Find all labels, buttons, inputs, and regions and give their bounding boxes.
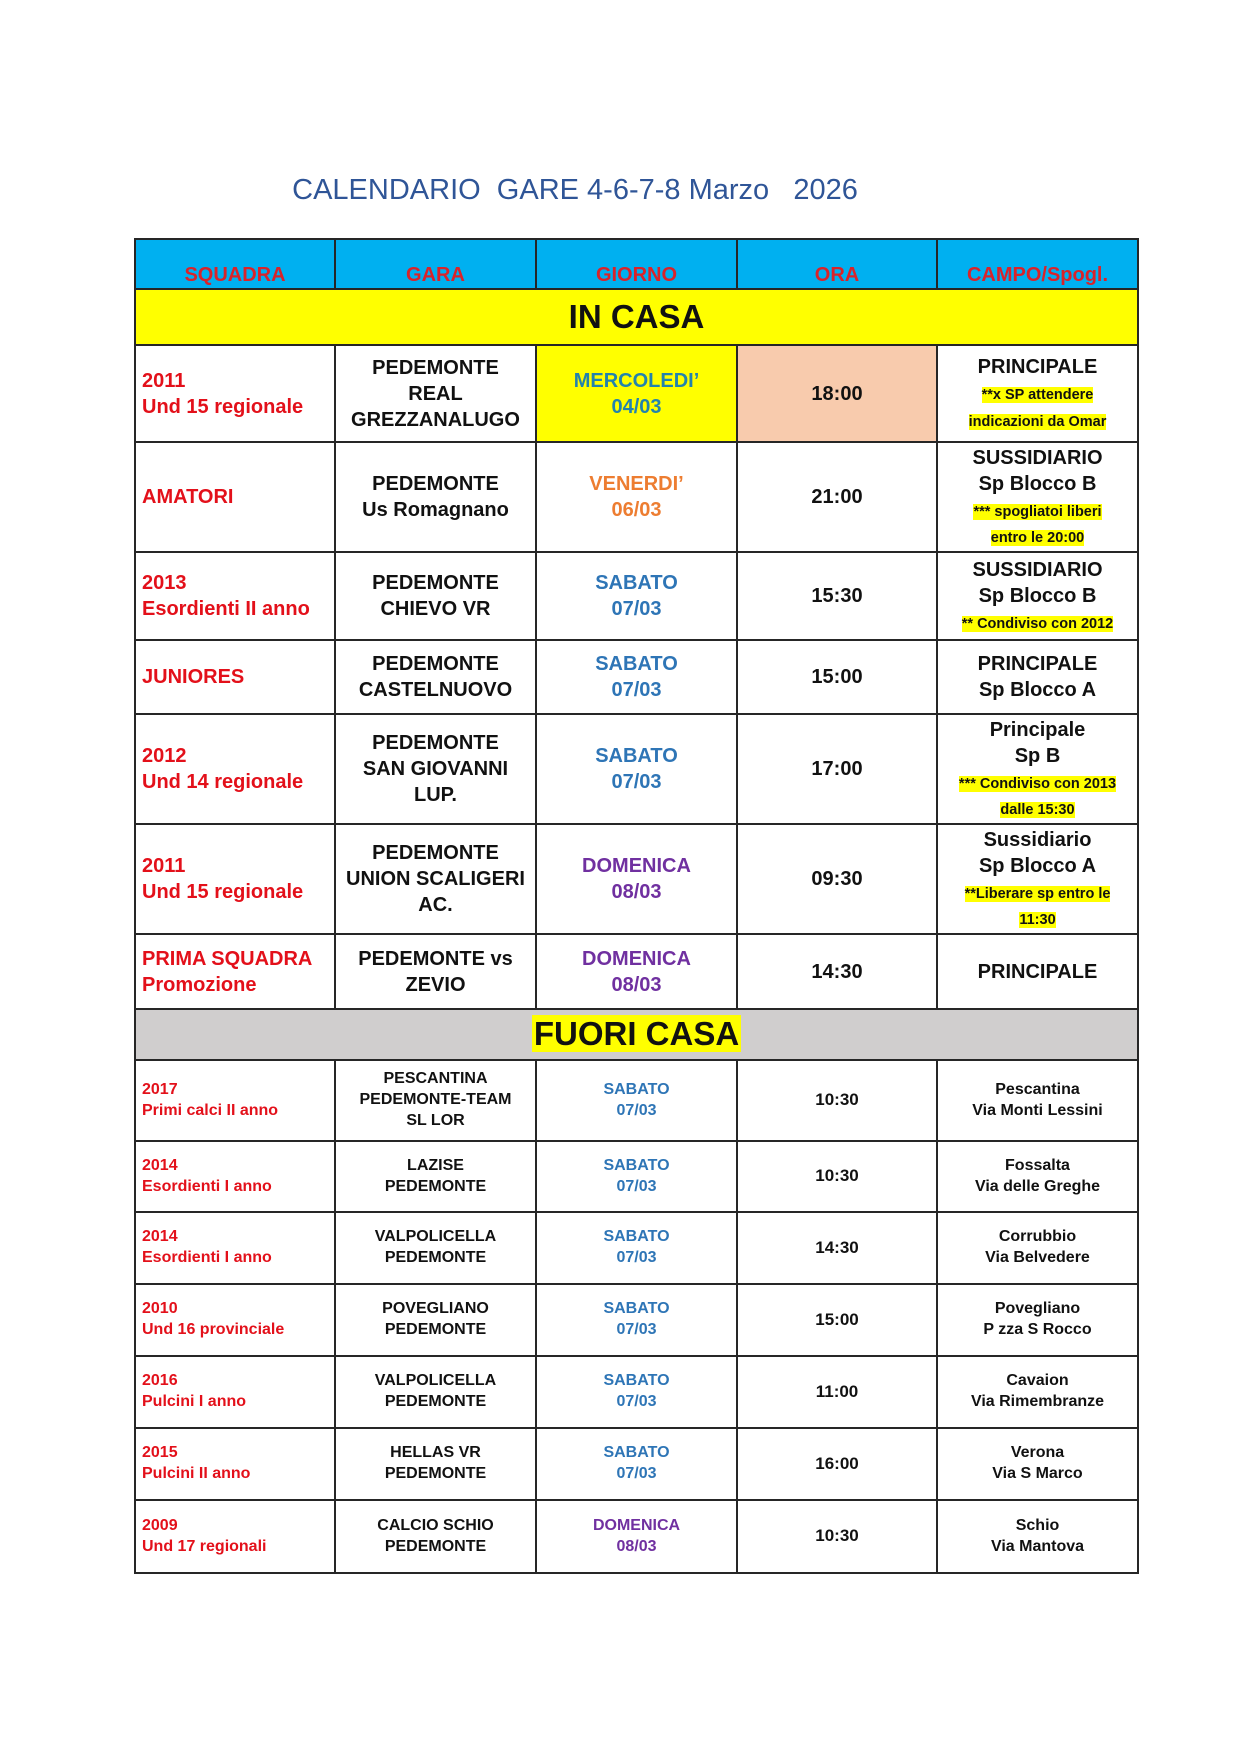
match-cell [335, 824, 536, 934]
day-cell [536, 1356, 737, 1428]
time-cell: 17:00 [737, 714, 937, 824]
field-name: Cavaion [1006, 1372, 1069, 1390]
table-row [135, 552, 1138, 640]
field-name: Sp B [1014, 744, 1061, 767]
team-name: 2016 [142, 1372, 178, 1390]
match-date: 04/03 [611, 395, 662, 418]
day-name: SABATO [603, 1300, 670, 1318]
match-date: 07/03 [616, 1465, 657, 1482]
field-note [944, 380, 1131, 432]
match-name: CALCIO SCHIO [377, 1516, 494, 1534]
page-title: CALENDARIO GARE 4-6-7-8 Marzo 2026 [292, 174, 858, 206]
time-cell: 10:30 [737, 1500, 937, 1573]
match-name: POVEGLIANO [382, 1300, 489, 1318]
team-name: Pulcini II anno [142, 1465, 251, 1482]
match-date: 06/03 [611, 499, 662, 521]
match-name: PEDEMONTE [384, 1321, 487, 1338]
match-name: PEDEMONTE [372, 732, 499, 754]
day-cell [536, 1212, 737, 1284]
match-name: CHIEVO VR [380, 598, 491, 620]
field-name: PRINCIPALE [977, 653, 1098, 675]
day-name: SABATO [603, 1080, 670, 1098]
match-date: 08/03 [611, 973, 662, 996]
match-name: PEDEMONTE [372, 653, 499, 675]
field-cell [937, 345, 1138, 442]
section-away-cell [135, 1009, 1138, 1060]
match-name: PEDEMONTE [384, 1465, 487, 1482]
field-name: PRINCIPALE [977, 356, 1098, 379]
team-name: Primi calci II anno [142, 1101, 279, 1119]
field-cell [937, 714, 1138, 824]
match-date: 07/03 [611, 598, 662, 620]
day-name: SABATO [595, 572, 678, 594]
field-cell [937, 1141, 1138, 1212]
day-name: SABATO [603, 1156, 670, 1174]
team-name: Und 15 regionale [142, 881, 304, 903]
field-name: PRINCIPALE [977, 960, 1098, 983]
time-cell: 16:00 [737, 1428, 937, 1500]
match-date: 07/03 [611, 679, 662, 701]
table-row [135, 345, 1138, 442]
team-cell [135, 1428, 335, 1500]
field-cell [937, 640, 1138, 714]
match-name: GREZZANALUGO [351, 408, 520, 431]
note-line: *** Condiviso con 2013 [958, 775, 1117, 792]
day-cell [536, 442, 737, 552]
team-cell [135, 1060, 335, 1141]
field-note [944, 769, 1131, 821]
team-cell [135, 345, 335, 442]
match-cell [335, 345, 536, 442]
team-cell [135, 1356, 335, 1428]
note-line: indicazioni da Omar [968, 413, 1107, 430]
team-name: Und 16 provinciale [142, 1321, 285, 1338]
field-name: Via Belvedere [985, 1249, 1090, 1266]
day-name: SABATO [595, 745, 678, 767]
field-name: Fossalta [1005, 1156, 1070, 1174]
field-note [944, 609, 1131, 635]
section-home-label: IN CASA [135, 289, 1138, 345]
field-cell [937, 1212, 1138, 1284]
field-name: Corrubbio [998, 1228, 1077, 1246]
team-name: 2014 [142, 1228, 178, 1246]
column-header-campo: CAMPO/Spogl. [937, 239, 1138, 289]
team-name: JUNIORES [142, 666, 245, 688]
team-name: 2014 [142, 1156, 178, 1174]
team-name: AMATORI [142, 486, 234, 508]
note-line: **x SP attendere [981, 387, 1094, 404]
table-row [135, 1500, 1138, 1573]
time-cell: 10:30 [737, 1060, 937, 1141]
match-name: PEDEMONTE-TEAM [359, 1091, 512, 1109]
day-cell [536, 1284, 737, 1356]
match-name: HELLAS VR [390, 1444, 481, 1462]
note-line: 11:30 [1019, 912, 1056, 928]
team-cell [135, 442, 335, 552]
day-name: SABATO [603, 1444, 670, 1462]
team-name: 2017 [142, 1080, 178, 1098]
team-name: Promozione [142, 973, 257, 996]
match-date: 08/03 [616, 1537, 657, 1555]
field-name: SUSSIDIARIO [972, 446, 1103, 469]
team-name: 2009 [142, 1516, 178, 1534]
match-date: 07/03 [616, 1177, 657, 1195]
team-name: 2011 [142, 855, 186, 877]
field-name: Principale [989, 718, 1086, 741]
match-name: PEDEMONTE [384, 1393, 487, 1410]
day-name: SABATO [603, 1228, 670, 1246]
match-name: PEDEMONTE [384, 1537, 487, 1555]
day-cell [536, 1060, 737, 1141]
day-name: MERCOLEDI’ [573, 369, 700, 392]
field-note [944, 879, 1131, 931]
table-row [135, 934, 1138, 1009]
field-name: P zza S Rocco [983, 1321, 1092, 1338]
field-cell [937, 552, 1138, 640]
field-name: Via Mantova [990, 1537, 1085, 1555]
team-name: 2015 [142, 1444, 178, 1462]
table-row [135, 442, 1138, 552]
field-cell [937, 1284, 1138, 1356]
match-name: LUP. [414, 784, 457, 806]
team-cell [135, 552, 335, 640]
day-cell [536, 1500, 737, 1573]
day-cell [536, 1428, 737, 1500]
match-cell [335, 714, 536, 824]
time-cell: 11:00 [737, 1356, 937, 1428]
schedule-table [134, 238, 1139, 1574]
team-cell [135, 934, 335, 1009]
match-date: 07/03 [611, 771, 662, 793]
team-cell [135, 1212, 335, 1284]
time-cell: 21:00 [737, 442, 937, 552]
day-name: VENERDI’ [589, 473, 684, 495]
match-date: 07/03 [616, 1101, 657, 1119]
field-name: Sp Blocco A [978, 679, 1097, 701]
field-name: Pescantina [995, 1080, 1080, 1098]
table-row [135, 714, 1138, 824]
field-name: SUSSIDIARIO [972, 558, 1103, 581]
field-note [944, 497, 1131, 549]
match-name: PEDEMONTE [372, 356, 499, 379]
time-cell: 14:30 [737, 934, 937, 1009]
match-cell [335, 1060, 536, 1141]
day-name: SABATO [603, 1372, 670, 1390]
match-cell [335, 640, 536, 714]
day-cell [536, 714, 737, 824]
match-name: PEDEMONTE [372, 473, 499, 495]
match-name: CASTELNUOVO [358, 679, 513, 701]
team-name: Esordienti I anno [142, 1249, 272, 1266]
field-name: Via delle Greghe [974, 1177, 1101, 1195]
field-name: Povegliano [994, 1300, 1081, 1318]
match-name: Us Romagnano [362, 499, 509, 521]
match-name: VALPOLICELLA [374, 1372, 497, 1390]
team-name: Und 15 regionale [142, 395, 304, 418]
day-cell [536, 824, 737, 934]
note-line: entro le 20:00 [990, 530, 1085, 546]
table-row [135, 1060, 1138, 1141]
field-cell [937, 1356, 1138, 1428]
section-away [135, 1009, 1138, 1060]
team-name: Pulcini I anno [142, 1393, 247, 1410]
team-cell [135, 640, 335, 714]
field-name: Sp Blocco A [978, 854, 1097, 877]
match-cell [335, 442, 536, 552]
day-cell [536, 552, 737, 640]
column-header-giorno: GIORNO [536, 239, 737, 289]
match-name: SL LOR [406, 1111, 465, 1129]
note-line: **Liberare sp entro le [964, 885, 1111, 902]
match-date: 07/03 [616, 1249, 657, 1266]
team-name: 2011 [142, 369, 186, 392]
table-row [135, 1356, 1138, 1428]
note-line: dalle 15:30 [1000, 802, 1075, 818]
match-name: LAZISE [407, 1156, 464, 1174]
match-date: 07/03 [616, 1393, 657, 1410]
table-row [135, 1428, 1138, 1500]
field-cell [937, 1500, 1138, 1573]
time-cell: 18:00 [737, 345, 937, 442]
match-name: PEDEMONTE [372, 842, 499, 864]
team-name: 2012 [142, 745, 187, 767]
team-name: 2010 [142, 1300, 178, 1318]
column-header-gara: GARA [335, 239, 536, 289]
section-away-label: FUORI CASA [533, 1015, 740, 1053]
table-row [135, 1284, 1138, 1356]
match-cell [335, 1284, 536, 1356]
time-cell: 15:30 [737, 552, 937, 640]
field-name: Via Rimembranze [970, 1393, 1105, 1410]
team-cell [135, 714, 335, 824]
field-cell [937, 824, 1138, 934]
match-name: PEDEMONTE vs [358, 947, 513, 970]
team-name: Esordienti II anno [142, 598, 310, 620]
day-name: DOMENICA [582, 947, 691, 970]
match-cell [335, 934, 536, 1009]
field-name: Sp Blocco B [978, 472, 1097, 495]
note-line: ** Condiviso con 2012 [961, 615, 1114, 632]
day-cell [536, 640, 737, 714]
team-name: Esordienti I anno [142, 1177, 272, 1195]
team-name: Und 14 regionale [142, 771, 304, 793]
match-name: PEDEMONTE [384, 1177, 487, 1195]
column-header-squadra: SQUADRA [135, 239, 335, 289]
header-row [135, 239, 1138, 289]
match-date: 08/03 [611, 881, 662, 903]
note-line: *** spogliatoi liberi [973, 503, 1102, 520]
day-cell [536, 934, 737, 1009]
table-row [135, 1212, 1138, 1284]
match-name: AC. [418, 894, 453, 916]
field-name: Verona [1010, 1444, 1065, 1462]
day-cell [536, 1141, 737, 1212]
time-cell: 10:30 [737, 1141, 937, 1212]
time-cell: 15:00 [737, 640, 937, 714]
match-cell [335, 1428, 536, 1500]
match-name: VALPOLICELLA [374, 1228, 497, 1246]
match-date: 07/03 [616, 1321, 657, 1338]
team-name: PRIMA SQUADRA [142, 947, 313, 970]
match-name: PEDEMONTE [384, 1249, 487, 1266]
match-cell [335, 1212, 536, 1284]
field-name: Sussidiario [983, 828, 1092, 851]
table-row [135, 824, 1138, 934]
field-cell [937, 1428, 1138, 1500]
match-name: ZEVIO [405, 973, 466, 996]
day-cell [536, 345, 737, 442]
team-name: Und 17 regionali [142, 1537, 267, 1555]
field-name: Via S Marco [992, 1465, 1083, 1482]
team-cell [135, 1141, 335, 1212]
field-cell [937, 934, 1138, 1009]
team-cell [135, 1284, 335, 1356]
match-name: UNION SCALIGERI [346, 868, 525, 890]
table-row [135, 1141, 1138, 1212]
field-name: Via Monti Lessini [972, 1101, 1103, 1119]
day-name: DOMENICA [582, 855, 691, 877]
time-cell: 15:00 [737, 1284, 937, 1356]
match-name: SAN GIOVANNI [362, 758, 509, 780]
match-name: REAL [408, 382, 463, 405]
team-name: 2013 [142, 572, 187, 594]
field-cell [937, 442, 1138, 552]
time-cell: 14:30 [737, 1212, 937, 1284]
match-cell [335, 1356, 536, 1428]
match-name: PEDEMONTE [372, 572, 499, 594]
match-cell [335, 1500, 536, 1573]
match-cell [335, 1141, 536, 1212]
field-name: Sp Blocco B [978, 584, 1097, 607]
table-row [135, 640, 1138, 714]
column-header-ora: ORA [737, 239, 937, 289]
time-cell: 09:30 [737, 824, 937, 934]
section-home [135, 289, 1138, 345]
day-name: DOMENICA [592, 1516, 681, 1534]
field-name: Schio [1015, 1516, 1060, 1534]
match-name: PESCANTINA [383, 1070, 488, 1088]
day-name: SABATO [595, 653, 678, 675]
team-cell [135, 824, 335, 934]
match-cell [335, 552, 536, 640]
field-cell [937, 1060, 1138, 1141]
team-cell [135, 1500, 335, 1573]
